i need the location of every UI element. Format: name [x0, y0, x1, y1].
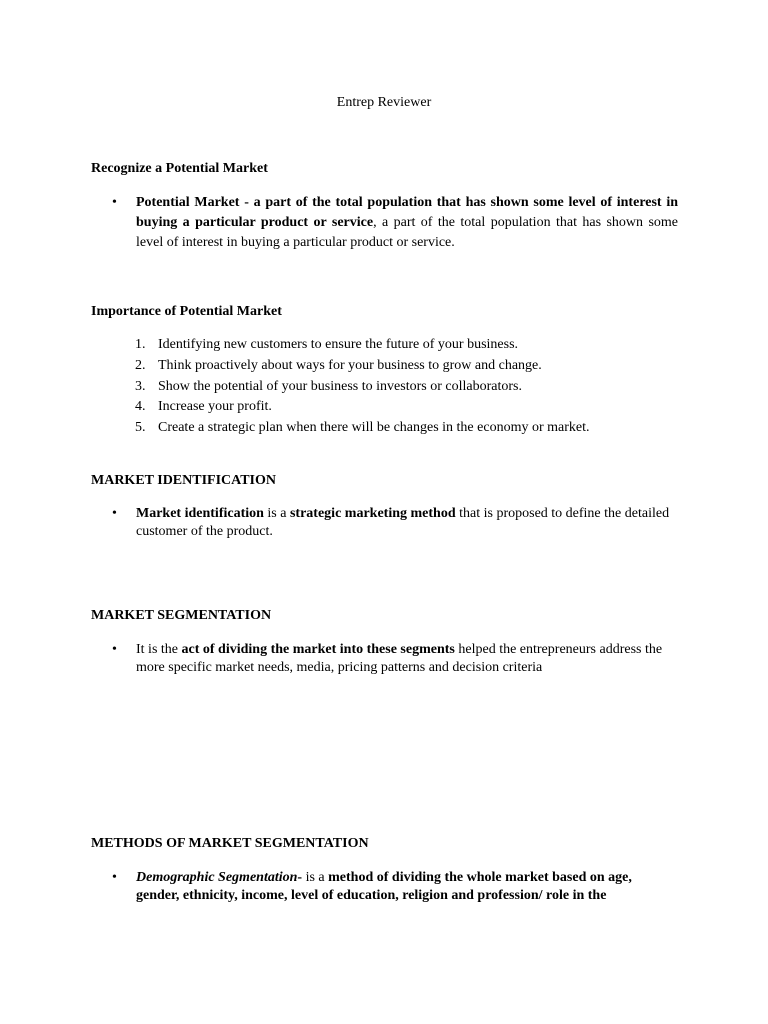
bullet-text	[136, 505, 678, 541]
bold-term: method of dividing the whole market based on age, gender, ethnicity, income, level of education, religion and profession/ role in the	[136, 870, 632, 903]
text-run: is a	[302, 870, 329, 885]
bullet-potential-market	[112, 193, 678, 253]
bullet-text	[136, 193, 678, 253]
list-number: 1.	[135, 337, 146, 352]
document-title: Entrep Reviewer	[336, 95, 432, 110]
list-text: Think proactively about ways for your business to grow and change.	[158, 357, 542, 373]
heading-market-segmentation: MARKET SEGMENTATION	[91, 608, 272, 623]
text-run: helped the entrepreneurs address the more specific market needs, media, pricing patterns and decision criteria	[136, 642, 663, 675]
heading-recognize-potential-market: Recognize a Potential Market	[91, 161, 268, 176]
list-number: 4.	[135, 399, 146, 415]
bullet-market-segmentation	[112, 641, 678, 677]
dash: -	[297, 870, 303, 885]
list-item	[135, 397, 590, 418]
list-number: 3.	[135, 378, 146, 394]
bullet-icon: •	[112, 506, 117, 521]
list-text: Increase your profit.	[158, 399, 272, 415]
list-item	[135, 418, 590, 439]
text-run: It is the	[136, 642, 182, 657]
bullet-text	[136, 641, 678, 677]
text-run: is a	[263, 506, 290, 521]
importance-list	[135, 335, 590, 439]
list-text: Show the potential of your business to investors or collaborators.	[158, 378, 522, 394]
list-text: Identifying new customers to ensure the future of your business.	[158, 337, 519, 352]
bold-term: strategic marketing method	[289, 506, 456, 521]
bullet-icon: •	[112, 642, 117, 657]
bold-term: act of dividing the market into these segments	[181, 642, 455, 657]
list-item	[135, 335, 590, 356]
bullet-icon: •	[112, 195, 117, 210]
bullet-market-identification	[112, 505, 678, 541]
bullet-text	[136, 869, 678, 905]
heading-methods-market-segmentation: METHODS OF MARKET SEGMENTATION	[91, 836, 369, 851]
definition-text: , a part of the total population that has shown some level of interest in buying a particular product or service.	[136, 215, 679, 250]
heading-market-identification: MARKET IDENTIFICATION	[91, 473, 277, 488]
bold-term: Potential Market - a part of the total population that has shown some level of interest in buying a particular product or service	[136, 195, 678, 230]
italic-term: Demographic Segmentation	[136, 870, 298, 885]
heading-importance-potential-market: Importance of Potential Market	[91, 304, 282, 319]
list-text: Create a strategic plan when there will be changes in the economy or market.	[158, 420, 590, 436]
bullet-icon: •	[112, 870, 117, 885]
text-run: that is proposed to define the detailed customer of the product.	[136, 506, 670, 539]
list-item	[135, 356, 590, 377]
bullet-demographic-segmentation	[112, 869, 678, 905]
list-item	[135, 377, 590, 398]
bold-term: Market identification	[136, 506, 264, 521]
list-number: 2.	[135, 357, 146, 373]
list-number: 5.	[135, 420, 146, 436]
